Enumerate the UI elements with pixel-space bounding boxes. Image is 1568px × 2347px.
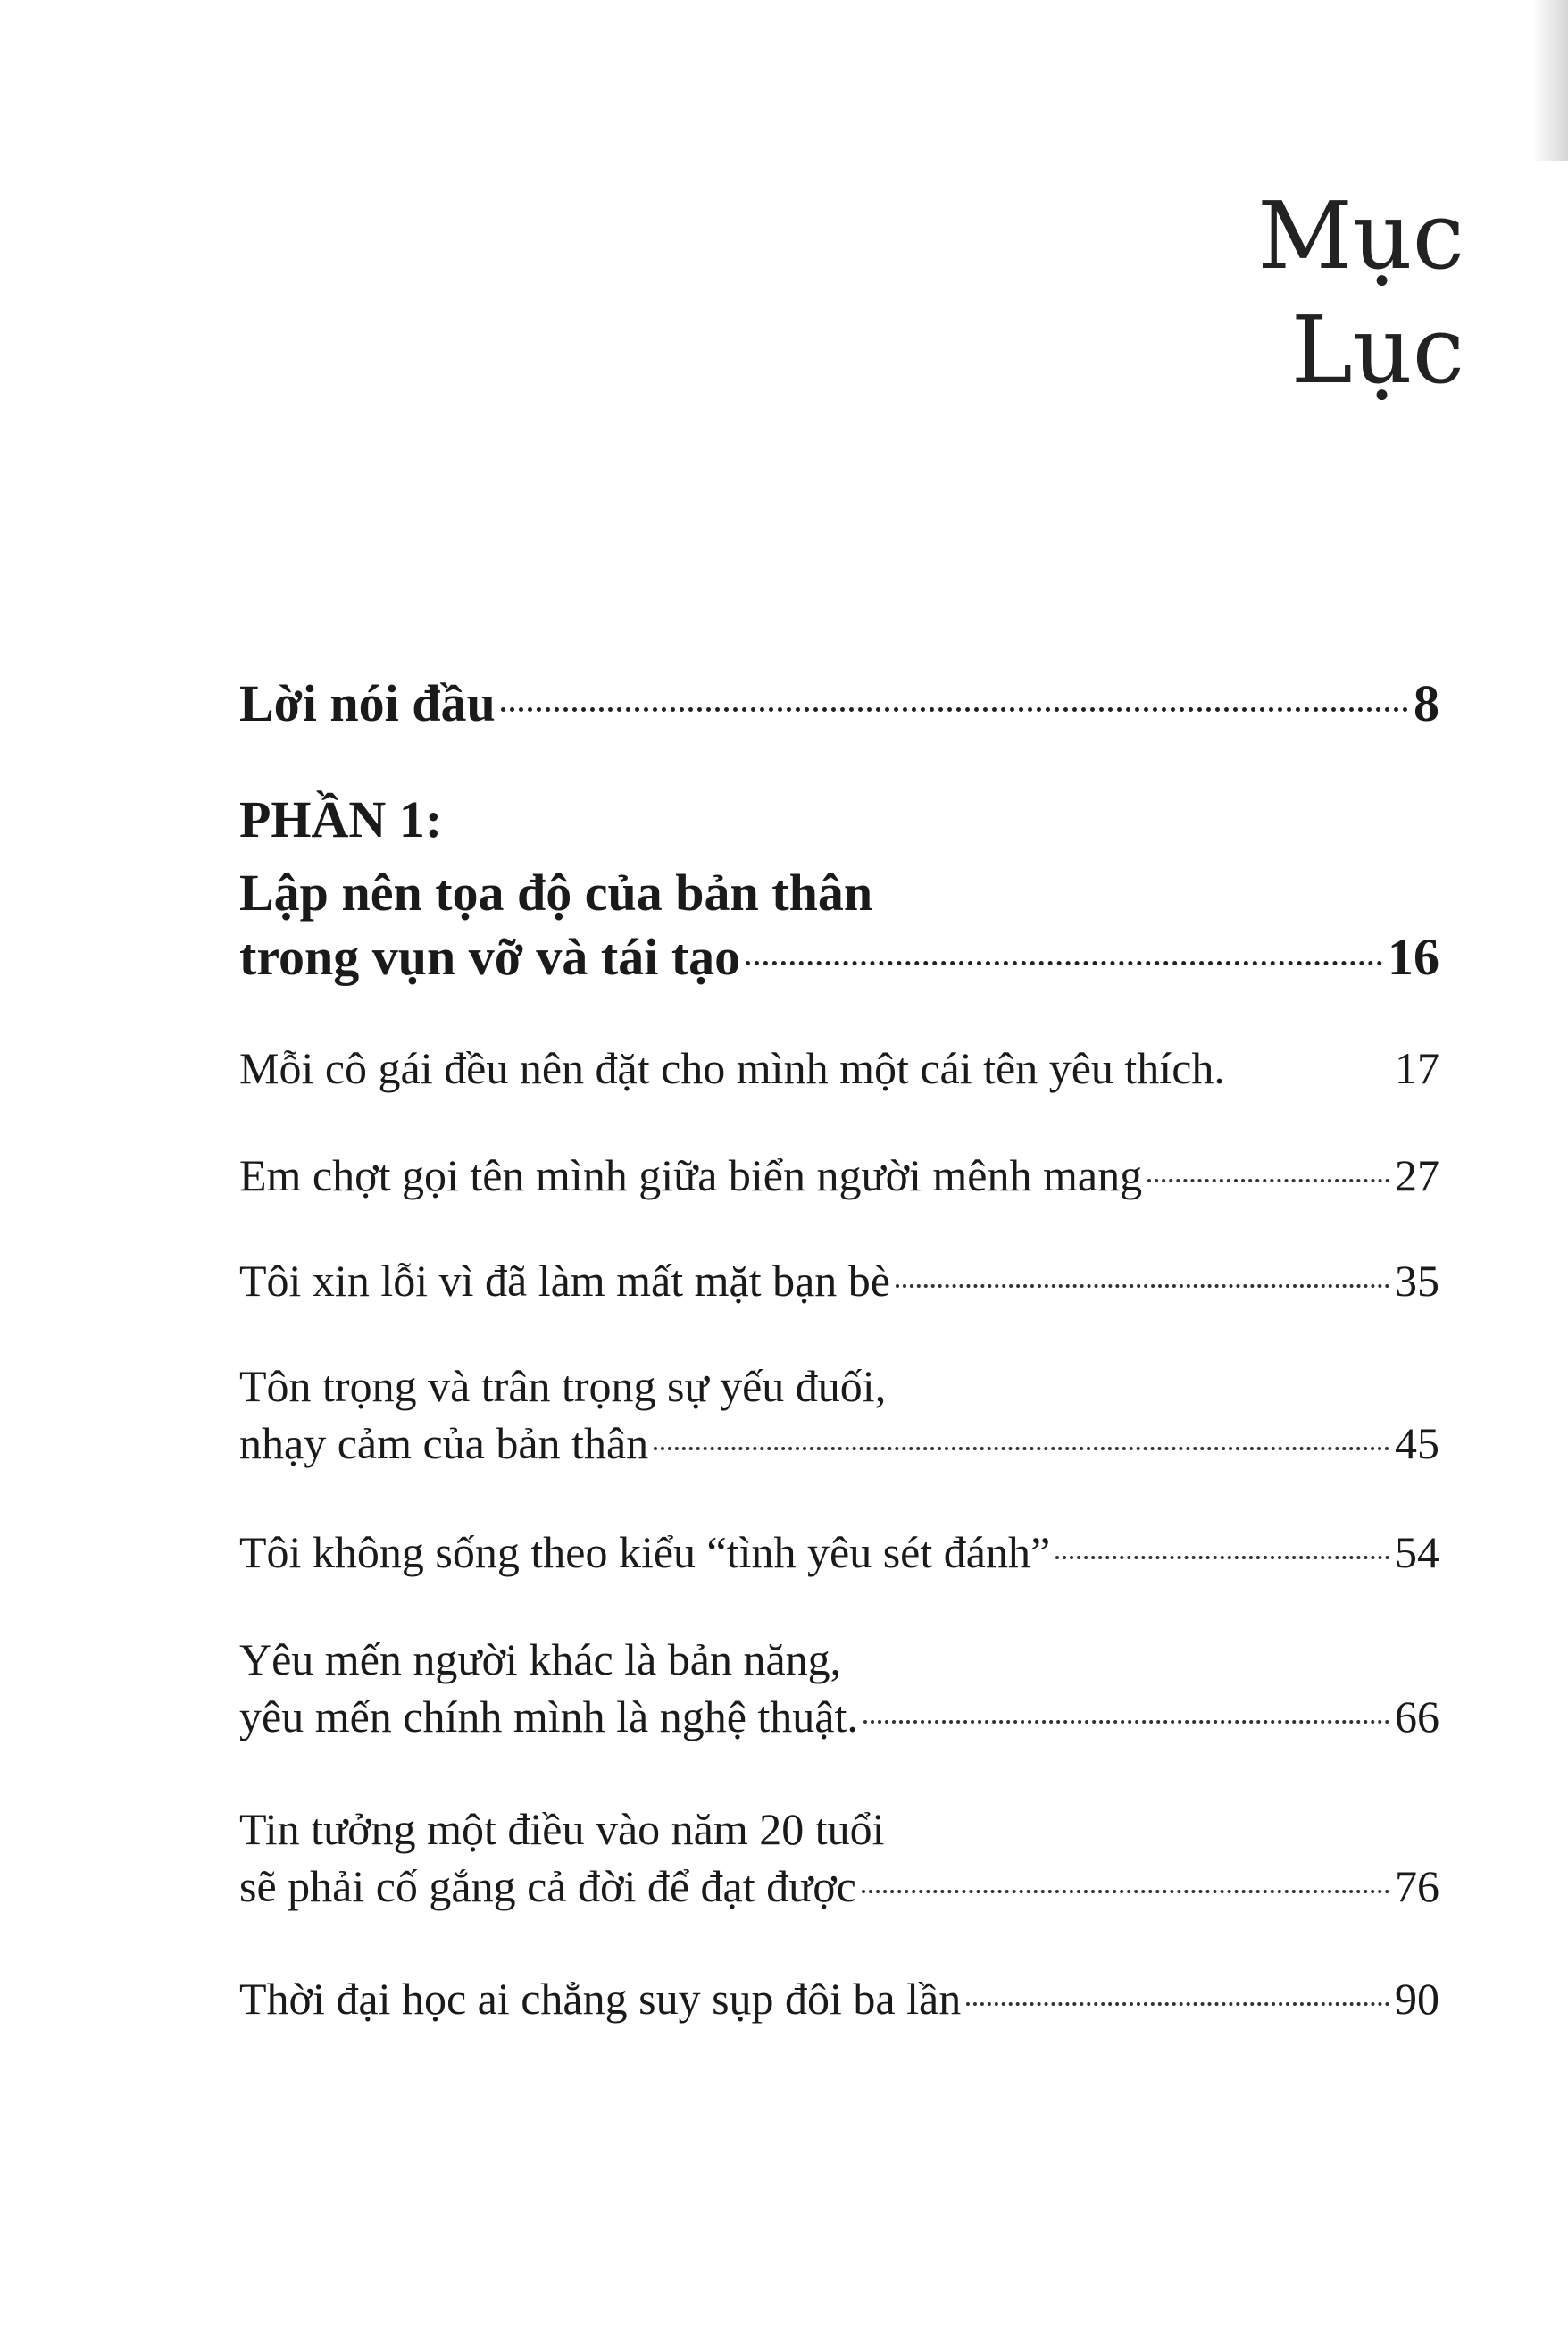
page-edge-shadow	[1532, 0, 1568, 161]
dot-leader	[863, 1720, 1389, 1724]
toc-entry-label-line1: Yêu mến người khác là bản năng,	[239, 1634, 842, 1684]
toc-entry-chapter[interactable]	[239, 1970, 1439, 2027]
page-title	[1257, 179, 1464, 407]
toc-entry-page: 54	[1395, 1527, 1439, 1577]
title-line-2: Lục	[1290, 296, 1464, 405]
toc-entry-label: Thời đại học ai chẳng suy sụp đôi ba lần	[239, 1974, 962, 2024]
dot-leader	[1147, 1179, 1389, 1182]
dot-leader	[966, 2002, 1389, 2006]
dot-leader	[1055, 1556, 1389, 1559]
toc-entry-label-line2: yêu mến chính mình là nghệ thuật.	[239, 1691, 858, 1741]
toc-entry-label-line1: Tin tưởng một điều vào năm 20 tuổi	[239, 1804, 885, 1854]
toc-entry-chapter[interactable]	[239, 1357, 1439, 1472]
toc-entry-label: Lời nói đầu	[239, 674, 496, 732]
toc-entry-label: Mỗi cô gái đều nên đặt cho mình một cái tên yêu thích.	[239, 1043, 1225, 1093]
toc-entry-chapter[interactable]	[239, 1524, 1439, 1581]
title-line-1: Mục	[1257, 181, 1464, 290]
toc-entry-label-line2: nhạy cảm của bản thân	[239, 1418, 649, 1468]
dot-leader	[862, 1890, 1389, 1893]
toc-entry-page: 90	[1395, 1974, 1439, 2024]
toc-entry-page: 76	[1395, 1861, 1439, 1911]
toc-entry-chapter[interactable]	[239, 1631, 1439, 1745]
toc-entry-page: 27	[1395, 1150, 1439, 1200]
dot-leader	[654, 1447, 1389, 1450]
toc-entry-page: 16	[1388, 928, 1439, 986]
toc-entry-label-line2: trong vụn vỡ và tái tạo	[239, 928, 741, 986]
toc-entry-page: 45	[1395, 1418, 1439, 1468]
toc-entry-label-line1: Tôn trọng và trân trọng sự yếu đuối,	[239, 1361, 887, 1411]
toc-entry-page: 35	[1395, 1256, 1439, 1306]
toc-entry-chapter[interactable]	[239, 1800, 1439, 1915]
part-heading	[239, 788, 1439, 852]
toc-entry-label: Tôi không sống theo kiểu “tình yêu sét đánh”	[239, 1527, 1051, 1577]
toc-entry-chapter[interactable]	[239, 1252, 1439, 1309]
dot-leader	[896, 1284, 1389, 1288]
toc-entry-preface[interactable]	[239, 672, 1439, 736]
toc-entry-label: Tôi xin lỗi vì đã làm mất mặt bạn bè	[239, 1256, 891, 1306]
dot-leader	[746, 961, 1382, 965]
dot-leader	[1230, 1072, 1389, 1075]
toc-entry-page: 17	[1395, 1043, 1439, 1093]
toc-entry-chapter[interactable]	[239, 1040, 1439, 1097]
part-heading-label: PHẦN 1:	[239, 790, 443, 848]
toc-entry-part1[interactable]	[239, 861, 1439, 990]
toc-entry-page: 8	[1414, 674, 1439, 732]
dot-leader	[501, 707, 1408, 712]
toc-entry-label-line2: sẽ phải cố gắng cả đời để đạt được	[239, 1861, 856, 1911]
toc-entry-page: 66	[1395, 1691, 1439, 1741]
toc-entry-label-line1: Lập nên tọa độ của bản thân	[239, 864, 873, 922]
toc-entry-chapter[interactable]	[239, 1147, 1439, 1204]
toc-entry-label: Em chợt gọi tên mình giữa biển người mênh mang	[239, 1150, 1143, 1200]
